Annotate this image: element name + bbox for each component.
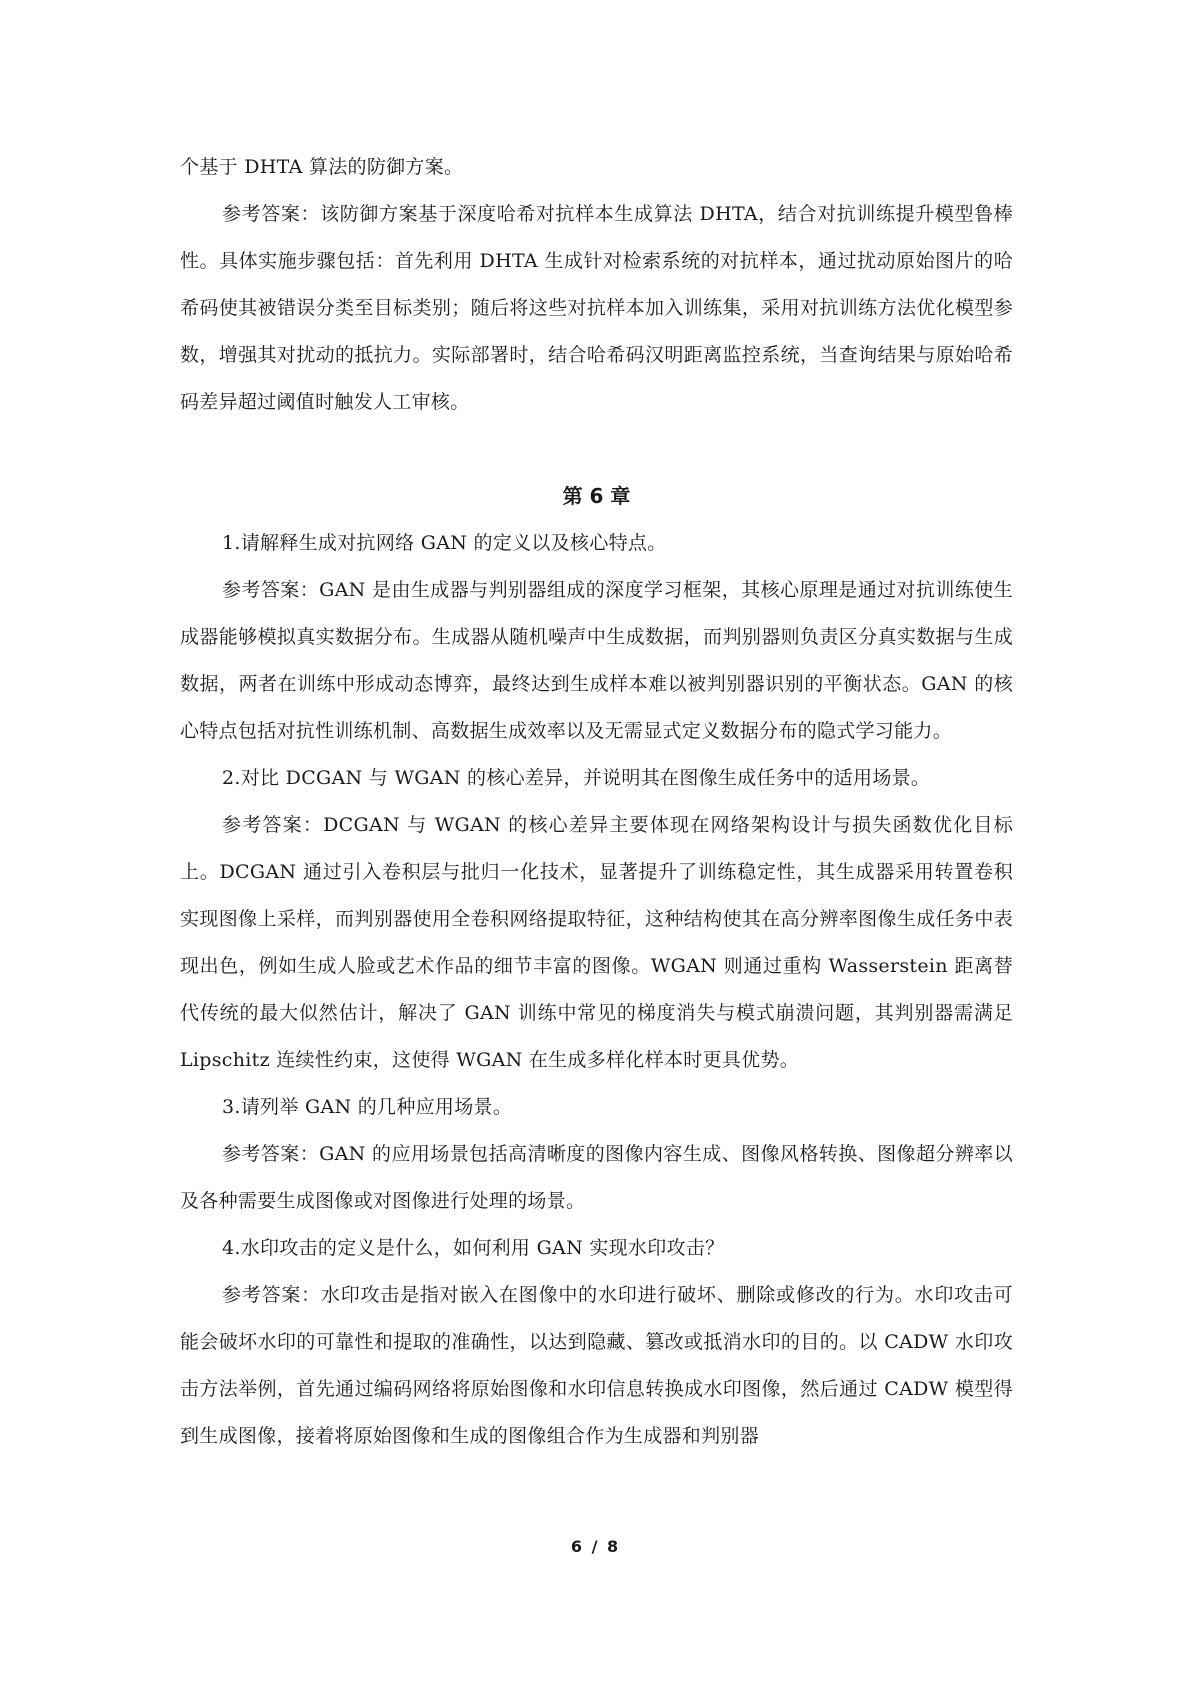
question-2: 2.对比 DCGAN 与 WGAN 的核心差异，并说明其在图像生成任务中的适用场景。 <box>222 767 931 789</box>
document-body <box>180 144 1013 1460</box>
answer-1: 参考答案：GAN 是由生成器与判别器组成的深度学习框架，其核心原理是通过对抗训练使生成器能够模拟真实数据分布。生成器从随机噪声中生成数据，而判别器则负责区分真实数据与生成数据，两者在训练中形成动态博弈，最终达到生成样本难以被判别器识别的平衡状态。GAN 的核心特点包括对抗性训练机制、高数据生成效率以及无需显式定义数据分布的隐式学习能力。 <box>180 579 1013 742</box>
continuation-text: 个基于 DHTA 算法的防御方案。 <box>180 156 464 178</box>
answer-4: 参考答案：水印攻击是指对嵌入在图像中的水印进行破坏、删除或修改的行为。水印攻击可能会破坏水印的可靠性和提取的准确性，以达到隐藏、篡改或抵消水印的目的。以 CADW 水印攻击方法举例，首先通过编码网络将原始图像和水印信息转换成水印图像，然后通过 CADW 模型得到生成图像，接着将原始图像和生成的图像组合作为生成器和判别器 <box>180 1284 1013 1447</box>
answer-2: 参考答案：DCGAN 与 WGAN 的核心差异主要体现在网络架构设计与损失函数优化目标上。DCGAN 通过引入卷积层与批归一化技术，显著提升了训练稳定性，其生成器采用转置卷积实现图像上采样，而判别器使用全卷积网络提取特征，这种结构使其在高分辨率图像生成任务中表现出色，例如生成人脸或艺术作品的细节丰富的图像。WGAN 则通过重构 Wasserstein 距离替代传统的最大似然估计，解决了 GAN 训练中常见的梯度消失与模式崩溃问题，其判别器需满足 Lipschitz 连续性约束，这使得 WGAN 在生成多样化样本时更具优势。 <box>180 814 1013 1071</box>
section-gap <box>180 426 1013 473</box>
page-number: 6 / 8 <box>570 1537 621 1556</box>
question-1: 1.请解释生成对抗网络 GAN 的定义以及核心特点。 <box>222 532 667 554</box>
question-4: 4.水印攻击的定义是什么，如何利用 GAN 实现水印攻击？ <box>222 1237 725 1259</box>
continuation-answer: 参考答案：该防御方案基于深度哈希对抗样本生成算法 DHTA，结合对抗训练提升模型鲁棒性。具体实施步骤包括：首先利用 DHTA 生成针对检索系统的对抗样本，通过扰动原始图片的哈希码使其被错误分类至目标类别；随后将这些对抗样本加入训练集，采用对抗训练方法优化模型参数，增强其对扰动的抵抗力。实际部署时，结合哈希码汉明距离监控系统，当查询结果与原始哈希码差异超过阈值时触发人工审核。 <box>180 203 1013 413</box>
chapter-title: 第 6 章 <box>562 484 631 508</box>
answer-3: 参考答案：GAN 的应用场景包括高清晰度的图像内容生成、图像风格转换、图像超分辨率以及各种需要生成图像或对图像进行处理的场景。 <box>180 1143 1013 1212</box>
question-3: 3.请列举 GAN 的几种应用场景。 <box>222 1096 513 1118</box>
